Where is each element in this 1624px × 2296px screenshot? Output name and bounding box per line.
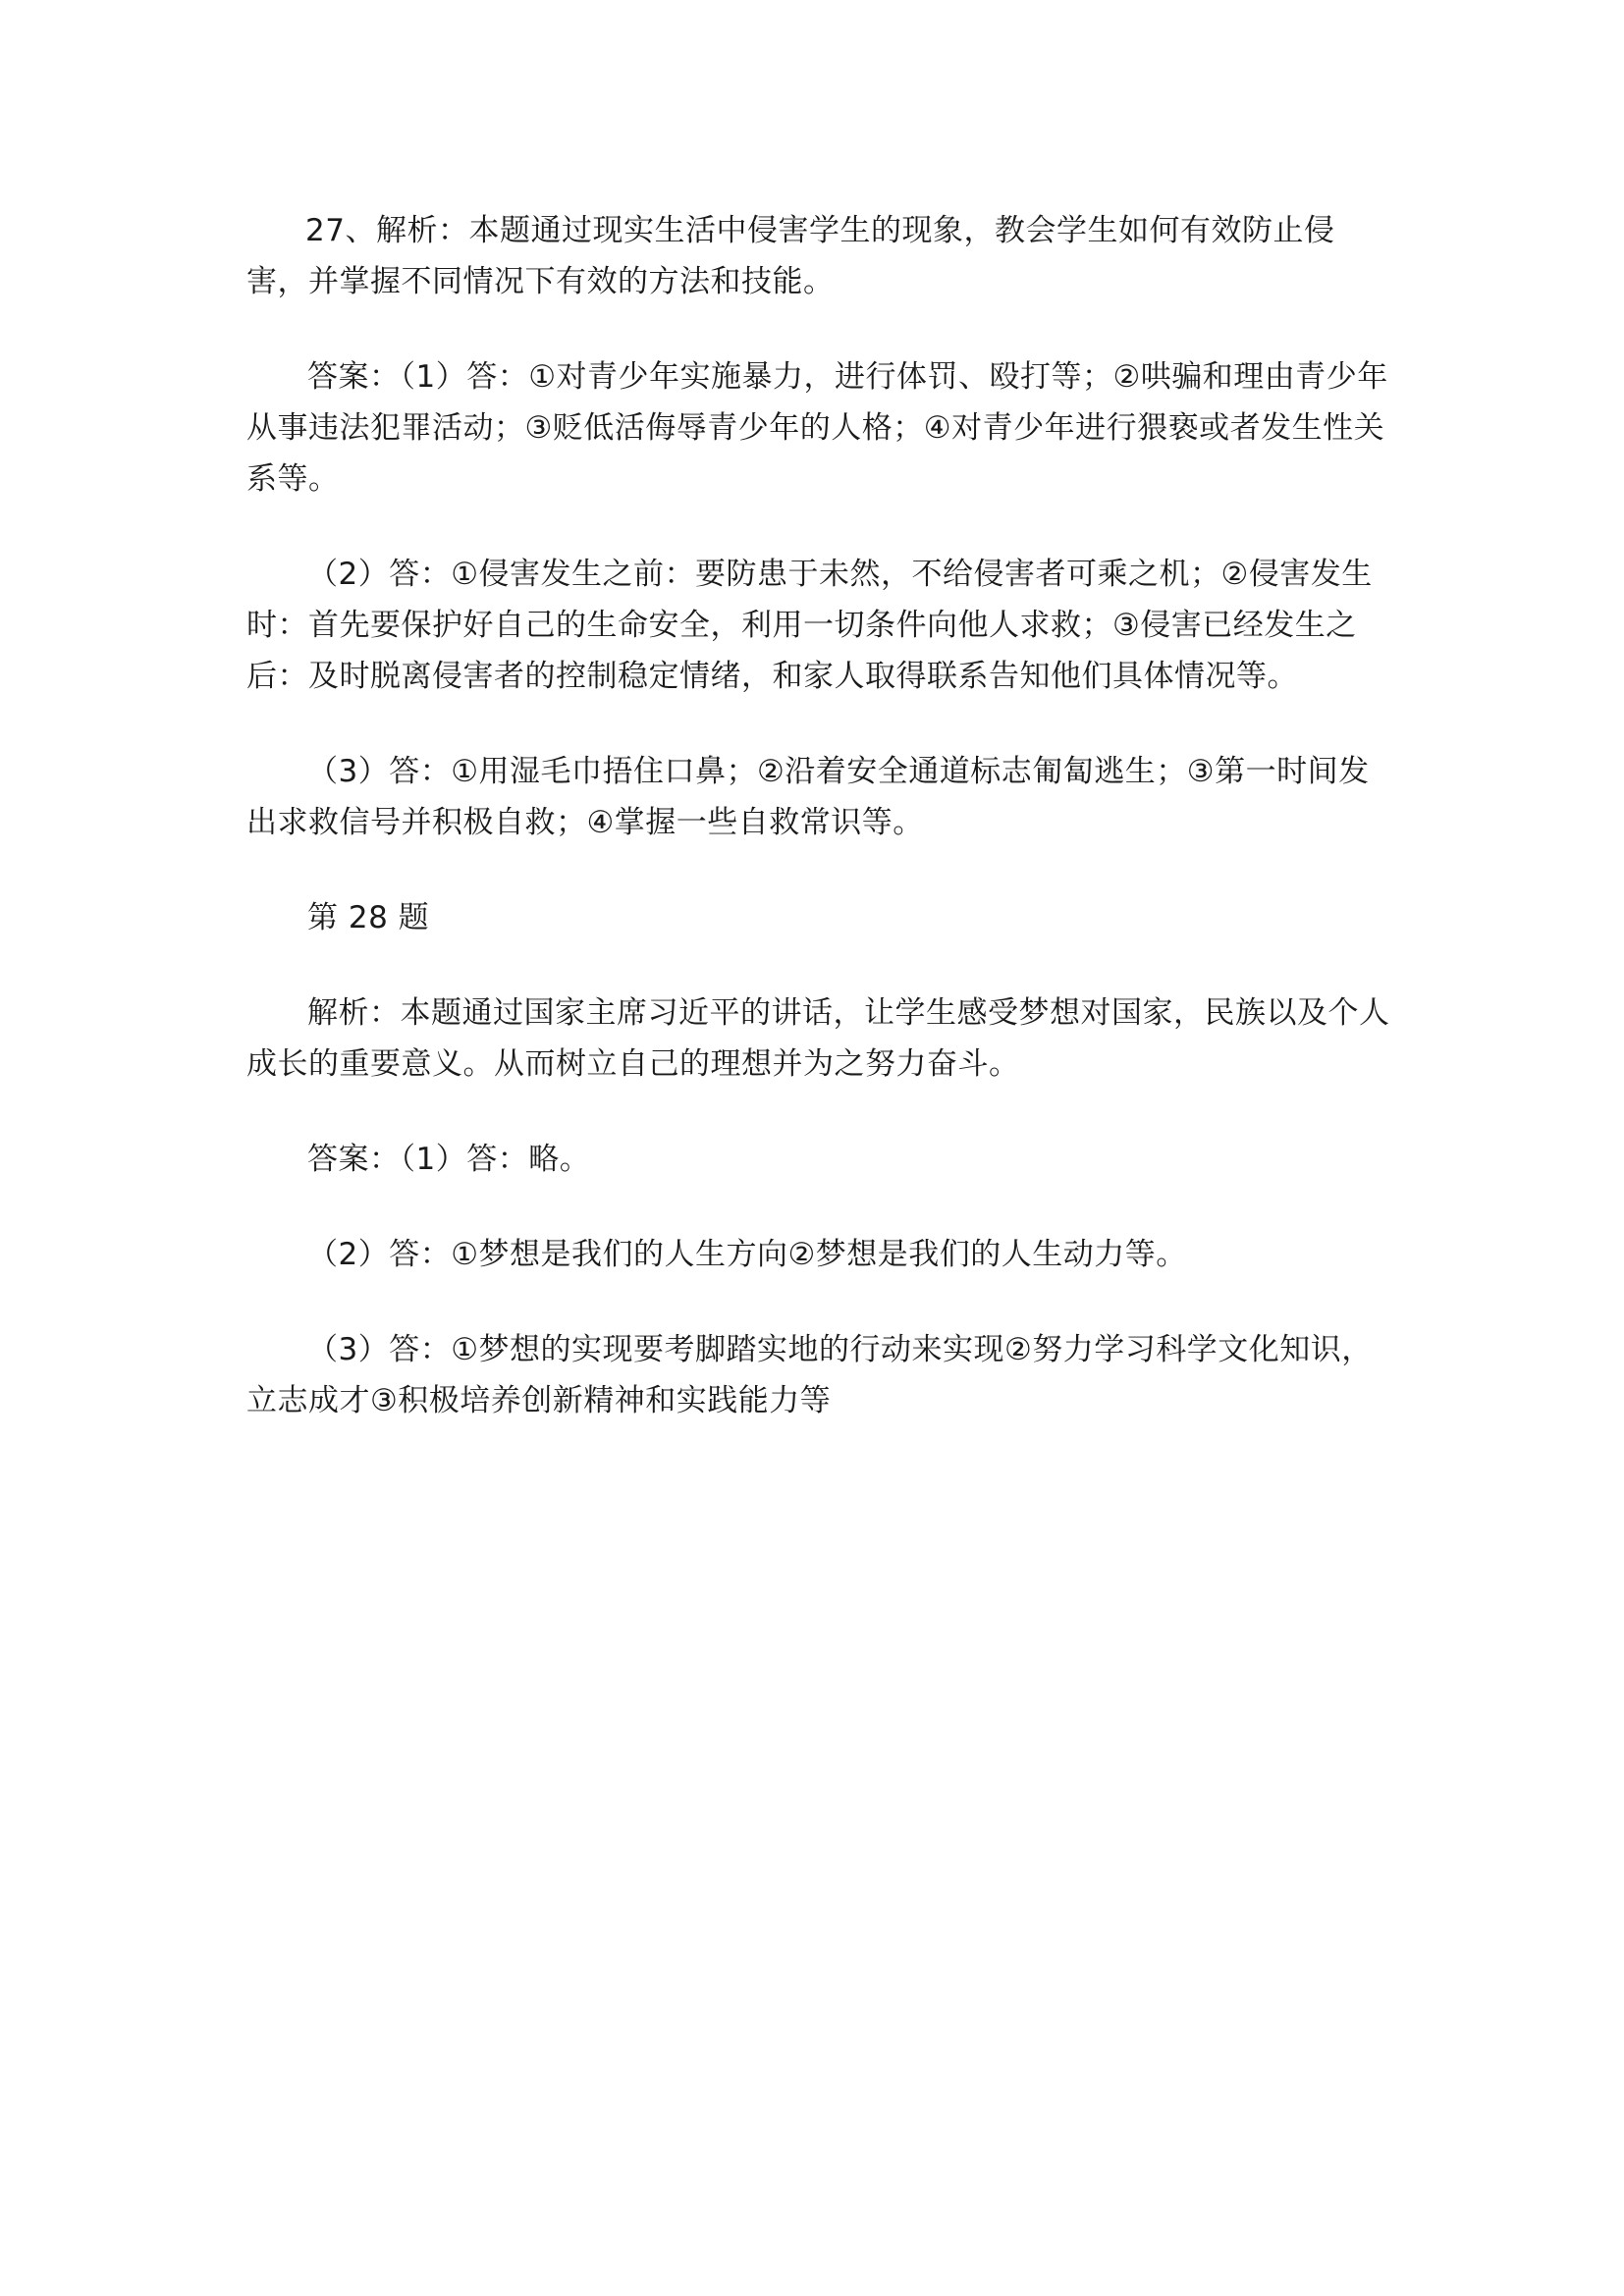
q27-answer-3: （3）答：①用湿毛巾捂住口鼻；②沿着安全通道标志匍匐逃生；③第一时间发出求救信号并积极自救；④掌握一些自救常识等。 <box>246 754 1370 840</box>
q28-heading: 第 28 题 <box>307 900 430 935</box>
q28-answer-2: （2）答：①梦想是我们的人生方向②梦想是我们的人生动力等。 <box>307 1237 1187 1272</box>
q27-answer-2: （2）答：①侵害发生之前：要防患于未然，不给侵害者可乘之机；②侵害发生时：首先要保护好自己的生命安全，利用一切条件向他人求救；③侵害已经发生之后：及时脱离侵害者的控制稳定情绪，和家人取得联系告知他们具体情况等。 <box>246 557 1373 694</box>
q28-analysis: 解析：本题通过国家主席习近平的讲话，让学生感受梦想对国家，民族以及个人成长的重要意义。从而树立自己的理想并为之努力奋斗。 <box>246 995 1390 1082</box>
document-body <box>246 205 1395 1470</box>
q28-answer-3: （3）答：①梦想的实现要考脚踏实地的行动来实现②努力学习科学文化知识，立志成才③积极培养创新精神和实践能力等 <box>246 1332 1373 1418</box>
q27-analysis: 27、解析：本题通过现实生活中侵害学生的现象，教会学生如何有效防止侵害，并掌握不同情况下有效的方法和技能。 <box>246 213 1335 299</box>
q27-answer-1: 答案：（1）答：①对青少年实施暴力，进行体罚、殴打等；②哄骗和理由青少年从事违法犯罪活动；③贬低活侮辱青少年的人格；④对青少年进行猥亵或者发生性关系等。 <box>246 359 1388 497</box>
q28-answer-1: 答案：（1）答：略。 <box>307 1142 591 1177</box>
